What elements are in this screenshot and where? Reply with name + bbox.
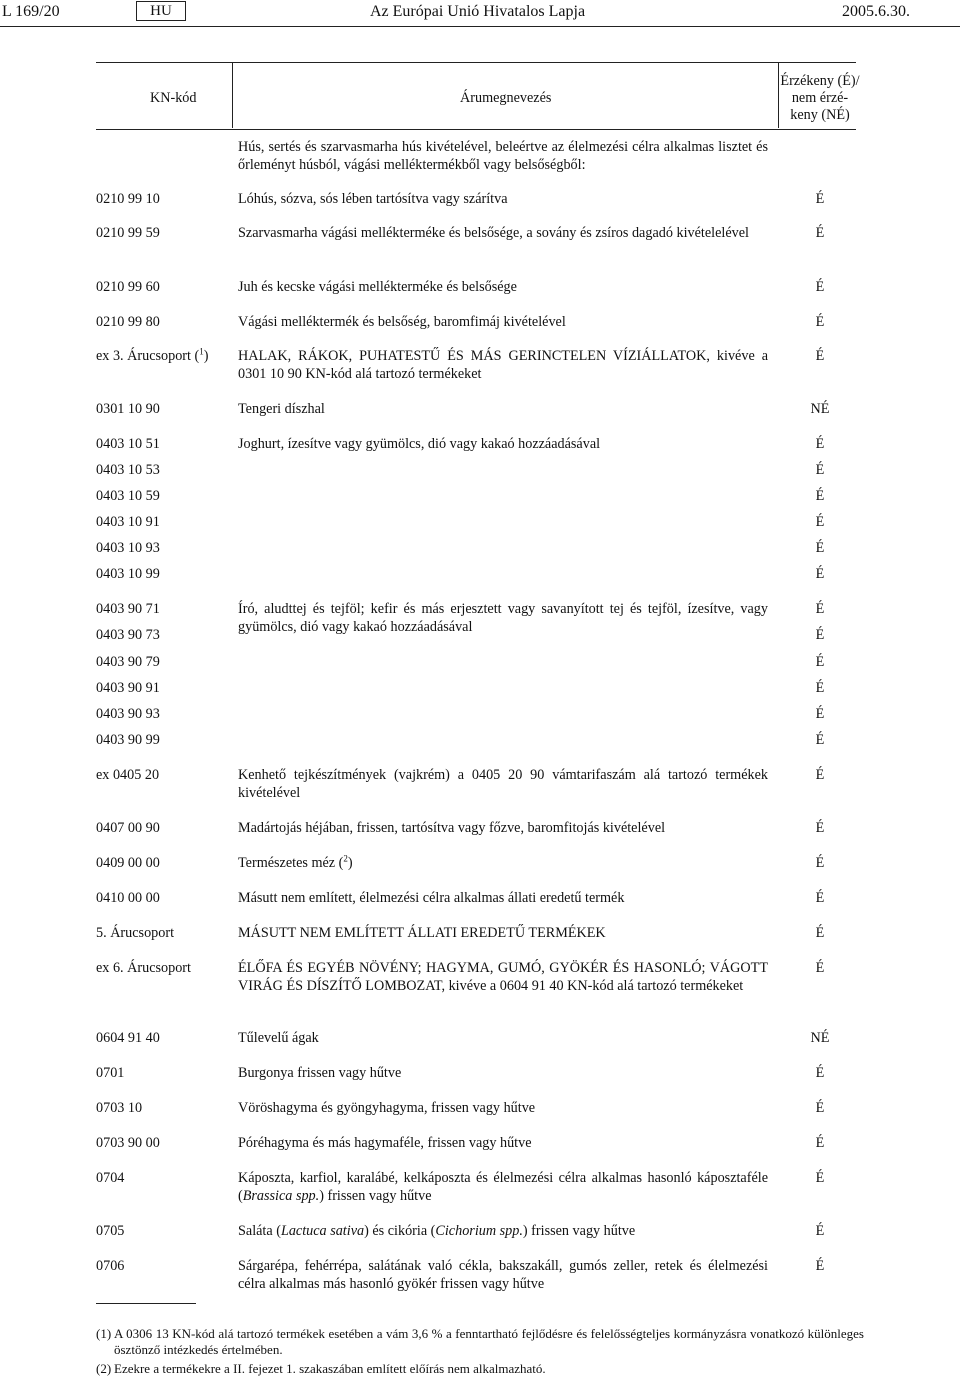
sensitivity-flag: É xyxy=(815,1258,825,1274)
sensitivity-flag: É xyxy=(815,601,825,617)
cn-code: 0301 10 90 xyxy=(96,401,160,417)
column-header-code: KN-kód xyxy=(150,90,197,106)
sensitivity-flag: É xyxy=(815,1223,825,1239)
sensitivity-flag: É xyxy=(815,348,825,364)
sensitivity-flag: É xyxy=(815,925,825,941)
sensitivity-flag: É xyxy=(815,1135,825,1151)
goods-description: Természetes méz ($^2$) xyxy=(238,853,353,871)
sensitivity-flag: É xyxy=(815,1170,825,1186)
sensitivity-flag: É xyxy=(815,890,825,906)
column-header-sensitivity: Érzékeny (É)/ nem érzé- keny (NÉ) xyxy=(780,73,860,123)
sensitivity-flag: É xyxy=(815,1065,825,1081)
sensitivity-flag: É xyxy=(815,314,825,330)
cn-code: 0704 xyxy=(96,1170,125,1186)
publication-date: 2005.6.30. xyxy=(842,3,910,20)
sensitivity-flag: É xyxy=(815,767,825,783)
column-header-description: Árumegnevezés xyxy=(460,90,552,106)
cn-code: 0403 10 99 xyxy=(96,566,160,582)
goods-description: Sárgarépa, fehérrépa, salátának való cékla, bakszakáll, gumós zeller, retek és élelmezési célra alkalmas más hasonló gyökér frissen vagy hűtve xyxy=(238,1258,768,1292)
cn-code: 0403 90 99 xyxy=(96,732,160,748)
sensitivity-flag: NÉ xyxy=(810,1030,830,1046)
column-divider xyxy=(232,62,233,128)
goods-description: Szarvasmarha vágási mellékterméke és belsősége, a sovány és zsíros dagadó kivételelével xyxy=(238,225,749,241)
sensitivity-flag: É xyxy=(815,540,825,556)
cn-code: 0410 00 00 xyxy=(96,890,160,906)
cn-code: 0703 10 xyxy=(96,1100,143,1116)
cn-code: 0403 10 53 xyxy=(96,462,160,478)
footnote-rule xyxy=(96,1303,196,1304)
cn-code: ex 3. Árucsoport ($^1$) xyxy=(96,346,209,364)
sensitivity-flag: É xyxy=(815,462,825,478)
sensitivity-flag: É xyxy=(815,680,825,696)
goods-description: Burgonya frissen vagy hűtve xyxy=(238,1065,402,1081)
footnote-mark: (1) xyxy=(96,1326,112,1341)
goods-description: Joghurt, ízesítve vagy gyümölcs, dió vagy kakaó hozzáadásával xyxy=(238,436,601,452)
cn-code: 0210 99 60 xyxy=(96,279,160,295)
cn-code: 0604 91 40 xyxy=(96,1030,160,1046)
cn-code: 0705 xyxy=(96,1223,125,1239)
column-divider xyxy=(778,62,779,128)
goods-description: Saláta (Lactuca sativa) és cikória (Cichorium spp.) frissen vagy hűtve xyxy=(238,1223,636,1239)
goods-description: Juh és kecske vágási mellékterméke és belsősége xyxy=(238,279,517,295)
cn-code: 0403 90 91 xyxy=(96,680,160,696)
cn-code: 0403 90 71 xyxy=(96,601,160,617)
cn-code: 0403 10 51 xyxy=(96,436,160,452)
cn-code: 0701 xyxy=(96,1065,125,1081)
cn-code: 0403 10 93 xyxy=(96,540,160,556)
sensitivity-flag: É xyxy=(815,225,825,241)
goods-description: Vöröshagyma és gyöngyhagyma, frissen vagy hűtve xyxy=(238,1100,536,1116)
goods-description: MÁSUTT NEM EMLÍTETT ÁLLATI EREDETŰ TERMÉKEK xyxy=(238,925,606,941)
goods-description: Madártojás héjában, frissen, tartósítva vagy főzve, baromfitojás kivételével xyxy=(238,820,666,836)
goods-description: Tengeri díszhal xyxy=(238,401,325,417)
goods-description: ÉLŐFA ÉS EGYÉB NÖVÉNY; HAGYMA, GUMÓ, GYÖKÉR ÉS HASONLÓ; VÁGOTT VIRÁG ÉS DÍSZÍTŐ LOMBOZAT, kivéve a 0604 91 40 KN-kód alá tartozó termékeket xyxy=(238,960,768,994)
sensitivity-flag: É xyxy=(815,279,825,295)
sensitivity-flag: É xyxy=(815,820,825,836)
goods-description: Lóhús, sózva, sós lében tartósítva vagy szárítva xyxy=(238,191,508,207)
goods-description: Vágási melléktermék és belsőség, baromfimáj kivételével xyxy=(238,314,566,330)
cn-code: 0403 90 79 xyxy=(96,654,160,670)
header-rule xyxy=(0,26,960,27)
cn-code: 0407 00 90 xyxy=(96,820,160,836)
cn-code: 0703 90 00 xyxy=(96,1135,160,1151)
goods-description: Káposzta, karfiol, karalábé, kelkáposzta és élelmezési célra alkalmas hasonló káposztaféle (Brassica spp.) frissen vagy hűtve xyxy=(238,1170,768,1204)
cn-code: 0210 99 10 xyxy=(96,191,160,207)
cn-code: ex 6. Árucsoport xyxy=(96,960,191,976)
cn-code: 0706 xyxy=(96,1258,125,1274)
sensitivity-flag: É xyxy=(815,960,825,976)
sensitivity-flag: É xyxy=(815,514,825,530)
cn-code: 0403 90 73 xyxy=(96,627,160,643)
sensitivity-flag: NÉ xyxy=(810,401,830,417)
sensitivity-flag: É xyxy=(815,654,825,670)
goods-description: Tűlevelű ágak xyxy=(238,1030,319,1046)
footnote-1 xyxy=(96,1326,864,1358)
sensitivity-flag: É xyxy=(815,488,825,504)
journal-title: Az Európai Unió Hivatalos Lapja xyxy=(370,3,586,20)
goods-description: Póréhagyma és más hagymaféle, frissen vagy hűtve xyxy=(238,1135,532,1151)
sensitivity-flag: É xyxy=(815,732,825,748)
footnote-text: Ezekre a termékekre a II. fejezet 1. szakaszában említett előírás nem alkalmazható. xyxy=(114,1361,546,1376)
sensitivity-flag: É xyxy=(815,706,825,722)
goods-description: Másutt nem említett, élelmezési célra alkalmas állati eredetű termék xyxy=(238,890,625,906)
cn-code: 0403 90 93 xyxy=(96,706,160,722)
table-header xyxy=(96,62,860,130)
page-header xyxy=(0,0,960,26)
sensitivity-flag: É xyxy=(815,855,825,871)
cn-code: 0210 99 59 xyxy=(96,225,160,241)
footnote-2 xyxy=(96,1361,864,1377)
sensitivity-flag: É xyxy=(815,566,825,582)
sensitivity-flag: É xyxy=(815,436,825,452)
footnote-text: A 0306 13 KN-kód alá tartozó termékek esetében a vám 3,6 % a fenntartható fejlődésre és felelősségteljes kormányzásra vonatkozó különleges ösztönző intézkedés értelmében. xyxy=(114,1326,864,1357)
language-badge: HU xyxy=(136,1,186,21)
sensitivity-flag: É xyxy=(815,191,825,207)
cn-code: 0409 00 00 xyxy=(96,855,160,871)
sensitivity-flag: É xyxy=(815,1100,825,1116)
goods-description: Hús, sertés és szarvasmarha hús kivételével, beleértve az élelmezési célra alkalmas lisztet és őrleményt húsból, vágási melléktermékből vagy belsőségből: xyxy=(238,139,768,173)
cn-code: 5. Árucsoport xyxy=(96,925,175,941)
cn-code: 0403 10 91 xyxy=(96,514,160,530)
footnote-mark: (2) xyxy=(96,1361,112,1376)
goods-description: Kenhető tejkészítmények (vajkrém) a 0405 20 90 vámtarifaszám alá tartozó termékek kivételével xyxy=(238,767,768,801)
cn-code: ex 0405 20 xyxy=(96,767,160,783)
page-number: L 169/20 xyxy=(2,3,60,20)
sensitivity-flag: É xyxy=(815,627,825,643)
goods-description: Író, aludttej és tejföl; kefir és más erjesztett vagy savanyított tej és tejföl, ízesítve, vagy gyümölcs, dió vagy kakaó hozzáadásával xyxy=(238,601,768,635)
cn-code: 0403 10 59 xyxy=(96,488,160,504)
goods-description: HALAK, RÁKOK, PUHATESTŰ ÉS MÁS GERINCTELEN VÍZIÁLLATOK, kivéve a 0301 10 90 KN-kód alá tartozó termékeket xyxy=(238,348,768,382)
cn-code: 0210 99 80 xyxy=(96,314,160,330)
